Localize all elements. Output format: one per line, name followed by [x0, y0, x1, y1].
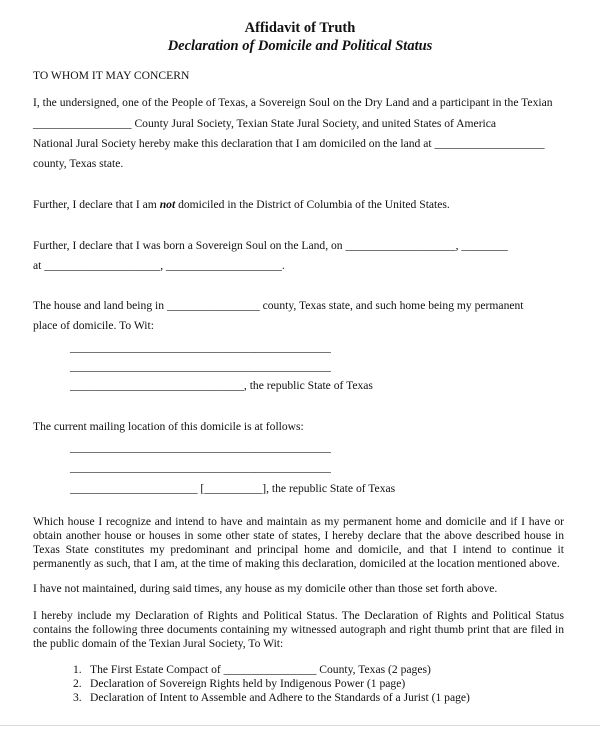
list-item-text: Declaration of Sovereign Rights held by Indigenous Power (1 page)	[90, 677, 406, 690]
list-item-number: 2.	[73, 677, 82, 690]
further-1-before: Further, I declare that I am	[33, 198, 160, 211]
list-item-number: 1.	[73, 663, 82, 676]
intro-line-2: _________________ County Jural Society, Texian State Jural Society, and united States of America	[33, 117, 497, 130]
further-2-line-2: at ____________________, ____________________.	[33, 259, 285, 272]
intro-line-1: I, the undersigned, one of the People of Texas, a Sovereign Soul on the Dry Land and a participant in the Texian	[33, 96, 553, 109]
list-item	[73, 663, 431, 677]
include-paragraph: I hereby include my Declaration of Rights and Political Status. The Declaration of Rights and Political Status contains the following three documents containing my witnessed autograph and right thumb print that are filed in the public domain of the Texian Jural Society, To Wit:	[33, 609, 564, 650]
not-maintained-paragraph: I have not maintained, during said times, any house as my domicile other than those set forth above.	[33, 582, 498, 595]
house-line-1: The house and land being in ________________ county, Texas state, and such home being my permanent	[33, 299, 524, 312]
recognize-paragraph: Which house I recognize and intend to have and maintain as my permanent home and domicile and if I have or obtain another house or houses in some other state of states, I hereby declare that the above described house in Texas State constitutes my predominant and principal home and domicile, and that I intend to continue it permanently as such, that I am, at the time of making this declaration, domiciled at the location mentioned above.	[33, 515, 564, 570]
list-item-number: 3.	[73, 691, 82, 704]
mailing-blank-2: _____________________________________________	[70, 461, 331, 474]
mailing-blank-3: ______________________ [__________], the republic State of Texas	[70, 482, 396, 495]
further-2-line-1: Further, I declare that I was born a Sovereign Soul on the Land, on ___________________, ________	[33, 239, 508, 252]
house-blank-1: _____________________________________________	[70, 341, 331, 354]
list-item	[73, 677, 405, 691]
document-title: Affidavit of Truth	[244, 20, 356, 36]
further-declaration-1	[33, 198, 450, 212]
house-blank-3: ______________________________, the republic State of Texas	[70, 379, 373, 392]
document-subtitle: Declaration of Domicile and Political Status	[167, 38, 433, 54]
list-item	[73, 691, 470, 705]
list-item-text: The First Estate Compact of ________________ County, Texas (2 pages)	[90, 663, 431, 676]
intro-line-4: county, Texas state.	[33, 157, 124, 170]
salutation: TO WHOM IT MAY CONCERN	[33, 69, 190, 82]
house-line-2: place of domicile. To Wit:	[33, 319, 154, 332]
intro-line-3: National Jural Society hereby make this declaration that I am domiciled on the land at ___________________	[33, 137, 545, 150]
further-1-emphasis: not	[159, 198, 176, 211]
page-bottom-edge	[0, 725, 600, 730]
further-1-after: domiciled in the District of Columbia of the United States.	[175, 198, 450, 211]
mailing-blank-1: _____________________________________________	[70, 441, 331, 454]
mailing-heading: The current mailing location of this domicile is at follows:	[33, 420, 304, 433]
house-blank-2: _____________________________________________	[70, 360, 331, 373]
list-item-text: Declaration of Intent to Assemble and Adhere to the Standards of a Jurist (1 page)	[90, 691, 470, 704]
